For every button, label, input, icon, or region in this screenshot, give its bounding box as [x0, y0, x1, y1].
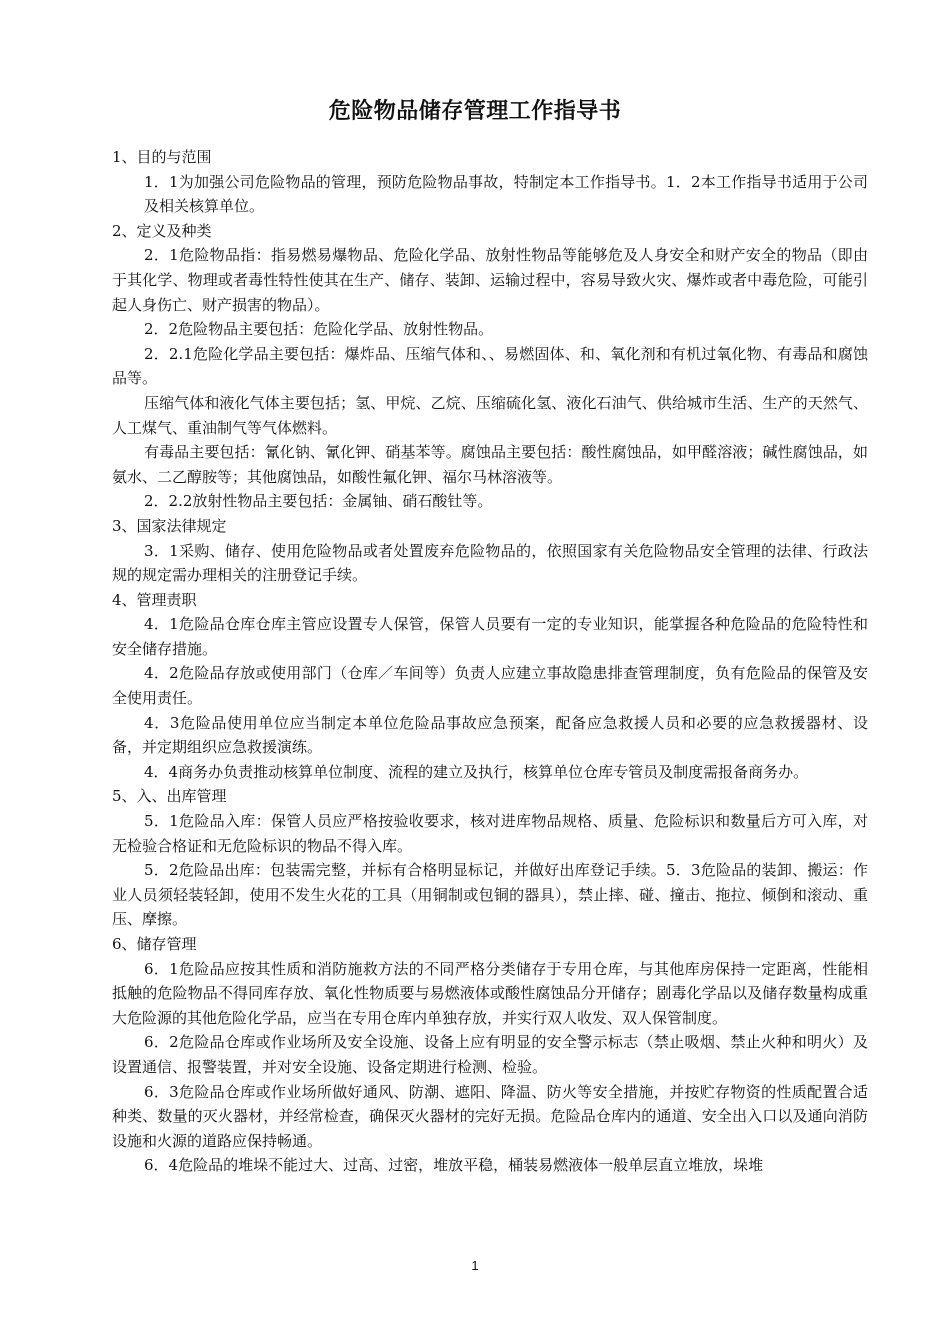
document-body: [112, 145, 868, 1178]
body-paragraph: 2．2.1危险化学品主要包括：爆炸品、压缩气体和、、易燃固体、和、氧化剂和有机过氧化物、有毒品和腐蚀品等。: [112, 344, 868, 388]
body-paragraph: 压缩气体和液化气体主要包括；氢、甲烷、乙烷、压缩硫化氢、液化石油气、供给城市生活、生产的天然气、人工煤气、重油制气等气体燃料。: [112, 393, 868, 437]
body-paragraph: 4．2危险品存放或使用部门（仓库／车间等）负责人应建立事故隐患排查管理制度，负有危险品的保管及安全使用责任。: [112, 664, 868, 708]
body-paragraph: 4．3危险品使用单位应当制定本单位危险品事故应急预案，配备应急救援人员和必要的应急救援器材、设备，并定期组织应急救援演练。: [112, 713, 868, 757]
document-title: 危险物品储存管理工作指导书: [328, 99, 622, 124]
section-heading: 5、入、出库管理: [112, 787, 227, 806]
section-heading: 1、目的与范围: [112, 148, 212, 166]
body-paragraph: 6．2危险品仓库或作业场所及安全设施、设备上应有明显的安全警示标志（禁止吸烟、禁止火种和明火）及设置通信、报警装置，并对安全设施、设备定期进行检测、检验。: [112, 1033, 868, 1076]
body-paragraph: 2．1危险物品指：指易燃易爆物品、危险化学品、放射性物品等能够危及人身安全和财产安全的物品（即由于其化学、物理或者毒性特性使其在生产、储存、装卸、运输过程中，容易导致火灾、爆炸或者中毒危险，可能引起人身伤亡、财产损害的物品）。: [112, 246, 868, 314]
body-paragraph: 2．2危险物品主要包括：危险化学品、放射性物品。: [144, 320, 494, 339]
body-paragraph: 5．2危险品出库：包装需完整，并标有合格明显标记，并做好出库登记手续。5．3危险品的装卸、搬运：作业人员须轻装轻卸，使用不发生火花的工具（用铜制或包铜的器具），禁止摔、碰、撞击、拖拉、倾倒和滚动、重压、摩擦。: [112, 861, 868, 929]
body-paragraph: 4．4商务办负责推动核算单位制度、流程的建立及执行，核算单位仓库专管员及制度需报备商务办。: [144, 762, 809, 781]
body-paragraph: 有毒品主要包括：氰化钠、氰化钾、硝基苯等。腐蚀品主要包括：酸性腐蚀品，如甲醛溶液；碱性腐蚀品，如氨水、二乙醇胺等；其他腐蚀品，如酸性氟化钾、福尔马林溶液等。: [112, 443, 868, 486]
section-heading: 4、管理责职: [112, 590, 197, 609]
page-number: 1: [471, 1258, 479, 1273]
body-paragraph: 3．1采购、储存、使用危险物品或者处置废弃危险物品的，依照国家有关危险物品安全管理的法律、行政法规的规定需办理相关的注册登记手续。: [112, 541, 868, 585]
body-paragraph: 2．2.2放射性物品主要包括：金属铀、硝石酸钍等。: [144, 492, 493, 511]
body-paragraph: 6．1危险品应按其性质和消防施救方法的不同严格分类储存于专用仓库，与其他库房保持一定距离，性能相抵触的危险物品不得同库存放、氧化性物质要与易燃液体或酸性腐蚀品分开储存；剧毒化学品以及储存数量构成重大危险源的其他危险化学品，应当在专用仓库内单独存放，并实行双人收发、双人保管制度。: [112, 959, 868, 1027]
body-paragraph: 4．1危险品仓库仓库主管应设置专人保管，保管人员要有一定的专业知识，能掌握各种危险品的危险特性和安全储存措施。: [112, 615, 868, 658]
body-paragraph: 1．1为加强公司危险物品的管理，预防危险物品事故，特制定本工作指导书。1．2本工作指导书适用于公司及相关核算单位。: [144, 172, 868, 216]
body-paragraph: 5．1危险品入库：保管人员应严格按验收要求，核对进库物品规格、质量、危险标识和数量后方可入库，对无检验合格证和无危险标识的物品不得入库。: [112, 812, 868, 855]
section-heading: 2、定义及种类: [112, 221, 212, 240]
section-heading: 6、储存管理: [112, 935, 197, 953]
section-heading: 3、国家法律规定: [112, 516, 227, 535]
body-paragraph: 6．3危险品仓库或作业场所做好通风、防潮、遮阳、降温、防火等安全措施，并按贮存物资的性质配置合适种类、数量的灭火器材，并经常检查，确保灭火器材的完好无损。危险品仓库内的通道、安全出入口以及通向消防设施和火源的道路应保持畅通。: [112, 1082, 868, 1150]
body-paragraph: 6．4危险品的堆垛不能过大、过高、过密，堆放平稳，桶装易燃液体一般单层直立堆放，垛堆: [144, 1156, 764, 1175]
